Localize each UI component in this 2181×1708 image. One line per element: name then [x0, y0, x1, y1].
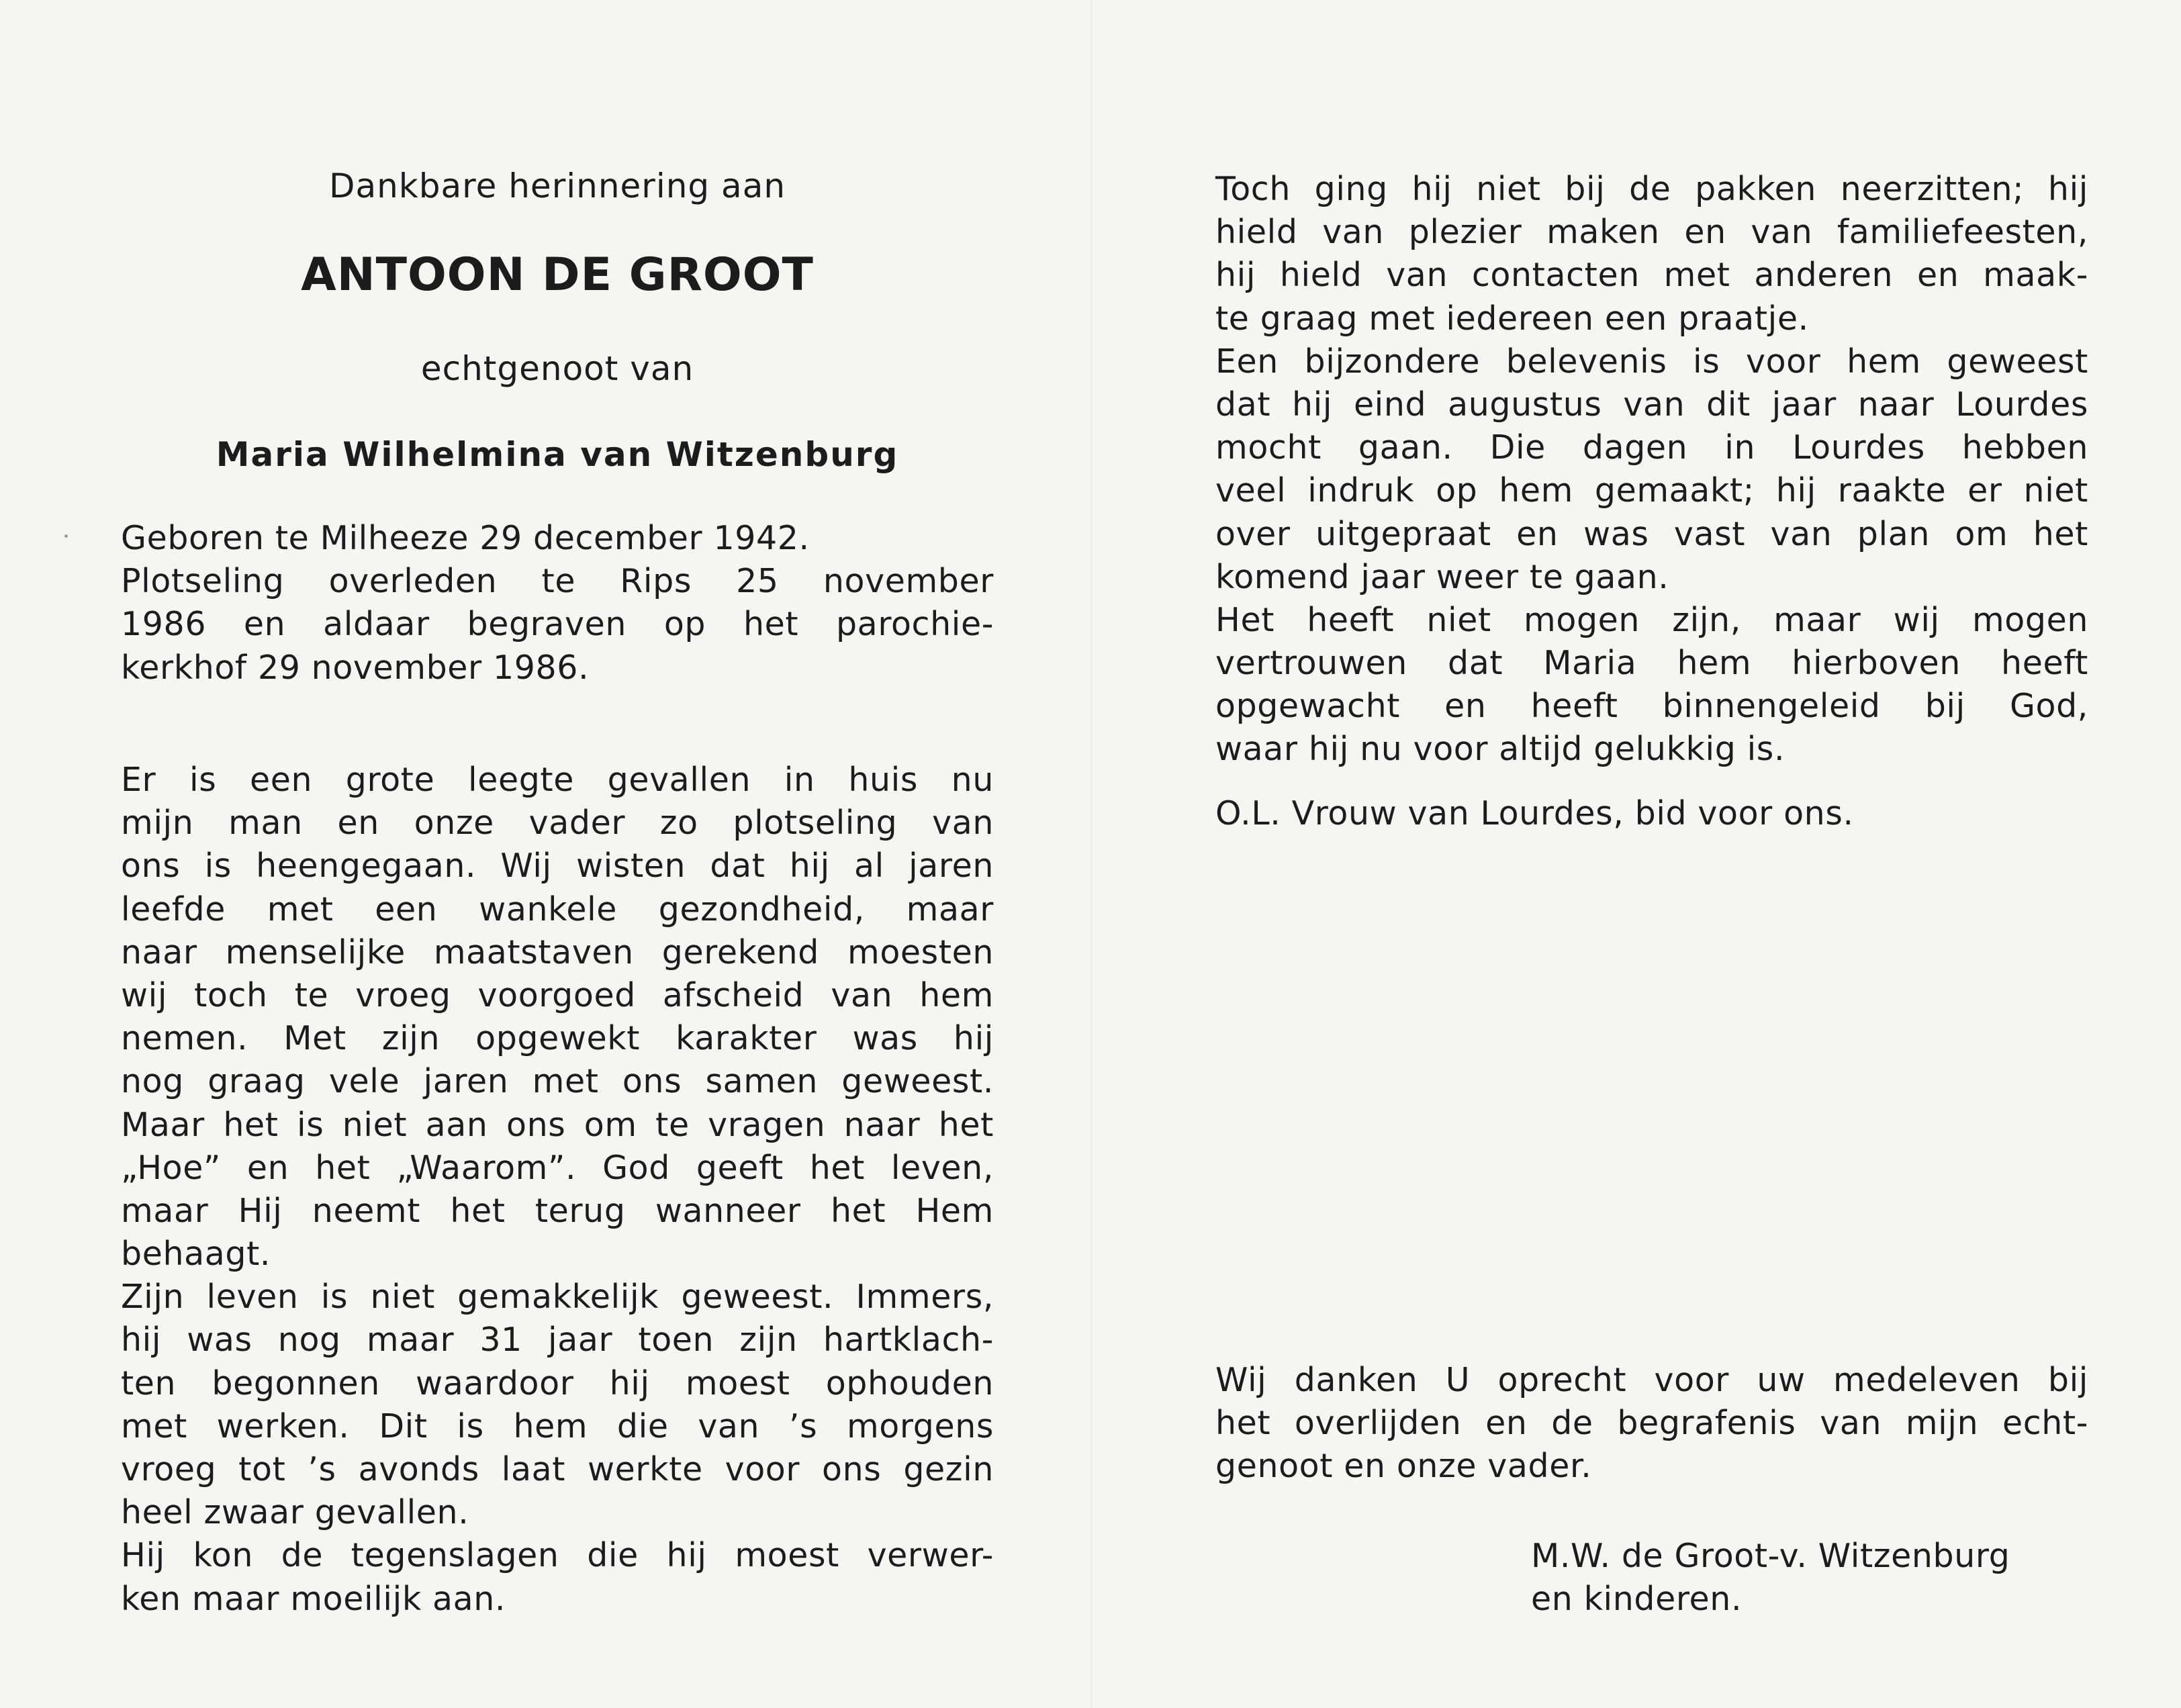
- signature-family: en kinderen.: [1531, 1580, 1743, 1619]
- birth-death-paragraph: [121, 517, 994, 690]
- text-line: dat hij eind augustus van dit jaar naar Lourdes: [1215, 385, 2088, 424]
- text-line: wij toch te vroeg voorgoed afscheid van hem: [121, 976, 994, 1014]
- text-line: 1986 en aldaar begraven op het parochie-: [121, 605, 994, 644]
- text-line: mijn man en onze vader zo plotseling van: [121, 804, 994, 843]
- text-line: genoot en onze vader.: [1215, 1447, 1592, 1486]
- text-line: vertrouwen dat Maria hem hierboven heeft: [1215, 644, 2088, 683]
- text-line: Geboren te Milheeze 29 december 1942.: [121, 519, 810, 557]
- text-line: „Hoe” en het „Waarom”. God geeft het leven,: [121, 1148, 994, 1187]
- text-line: naar menselijke maatstaven gerekend moesten: [121, 933, 994, 971]
- text-line: kerkhof 29 november 1986.: [121, 648, 590, 687]
- text-line: ken maar moeilijk aan.: [121, 1579, 506, 1618]
- card-left-panel: [0, 0, 1088, 1708]
- paper-speck: [64, 534, 68, 538]
- text-line: ons is heengegaan. Wij wisten dat hij al jaren: [121, 847, 994, 886]
- text-line: Hij kon de tegenslagen die hij moest verwer-: [121, 1536, 994, 1575]
- text-line: Toch ging hij niet bij de pakken neerzitten; hij: [1215, 170, 2088, 208]
- text-line: opgewacht en heeft binnengeleid bij God,: [1215, 687, 2088, 726]
- text-line: mocht gaan. Die dagen in Lourdes hebben: [1215, 428, 2088, 467]
- deceased-name: ANTOON DE GROOT: [301, 248, 814, 301]
- text-line: leefde met een wankele gezondheid, maar: [121, 890, 994, 929]
- text-line: hield van plezier maken en van familiefeesten,: [1215, 213, 2088, 252]
- text-line: Wij danken U oprecht voor uw medeleven bij: [1215, 1361, 2088, 1399]
- text-line: waar hij nu voor altijd gelukkig is.: [1215, 730, 1785, 769]
- text-line: Er is een grote leegte gevallen in huis nu: [121, 761, 994, 799]
- text-line: Het heeft niet mogen zijn, maar wij mogen: [1215, 600, 2088, 639]
- spouse-intro: echtgenoot van: [420, 349, 694, 388]
- text-line: over uitgepraat en was vast van plan om het: [1215, 514, 2088, 553]
- text-line: behaagt.: [121, 1235, 271, 1274]
- signature-name: M.W. de Groot-v. Witzenburg: [1531, 1537, 2010, 1575]
- text-line: Zijn leven is niet gemakkelijk geweest. Immers,: [121, 1278, 994, 1317]
- family-signature: [1531, 1535, 2010, 1621]
- text-line: ten begonnen waardoor hij moest ophouden: [121, 1364, 994, 1403]
- text-line: hij was nog maar 31 jaar toen zijn hartklach-: [121, 1321, 994, 1360]
- text-line: Een bijzondere belevenis is voor hem geweest: [1215, 342, 2088, 381]
- text-line: nemen. Met zijn opgewekt karakter was hij: [121, 1019, 994, 1058]
- text-line: vroeg tot ’s avonds laat werkte voor ons gezin: [121, 1450, 994, 1488]
- text-line: komend jaar weer te gaan.: [1215, 557, 1669, 596]
- thanks-paragraph: [1215, 1359, 2088, 1488]
- prayer-text: O.L. Vrouw van Lourdes, bid voor ons.: [1215, 794, 1854, 833]
- text-line: hij hield van contacten met anderen en maak-: [1215, 256, 2088, 295]
- text-line: Plotseling overleden te Rips 25 november: [121, 562, 994, 601]
- prayer-line: [1215, 792, 2088, 835]
- text-line: het overlijden en de begrafenis van mijn echt-: [1215, 1404, 2088, 1443]
- text-line: heel zwaar gevallen.: [121, 1493, 469, 1532]
- card-right-panel: [1093, 0, 2181, 1708]
- memorial-text-right: [1215, 168, 2088, 771]
- memorial-text-left: [121, 759, 994, 1621]
- text-line: te graag met iedereen een praatje.: [1215, 299, 1809, 338]
- remembrance-intro: Dankbare herinnering aan: [328, 167, 786, 205]
- text-line: met werken. Dit is hem die van ’s morgens: [121, 1407, 994, 1445]
- text-line: maar Hij neemt het terug wanneer het Hem: [121, 1191, 994, 1230]
- text-line: veel indruk op hem gemaakt; hij raakte er niet: [1215, 471, 2088, 510]
- text-line: nog graag vele jaren met ons samen geweest.: [121, 1062, 994, 1101]
- text-line: Maar het is niet aan ons om te vragen naar het: [121, 1105, 994, 1144]
- spouse-name: Maria Wilhelmina van Witzenburg: [216, 435, 899, 474]
